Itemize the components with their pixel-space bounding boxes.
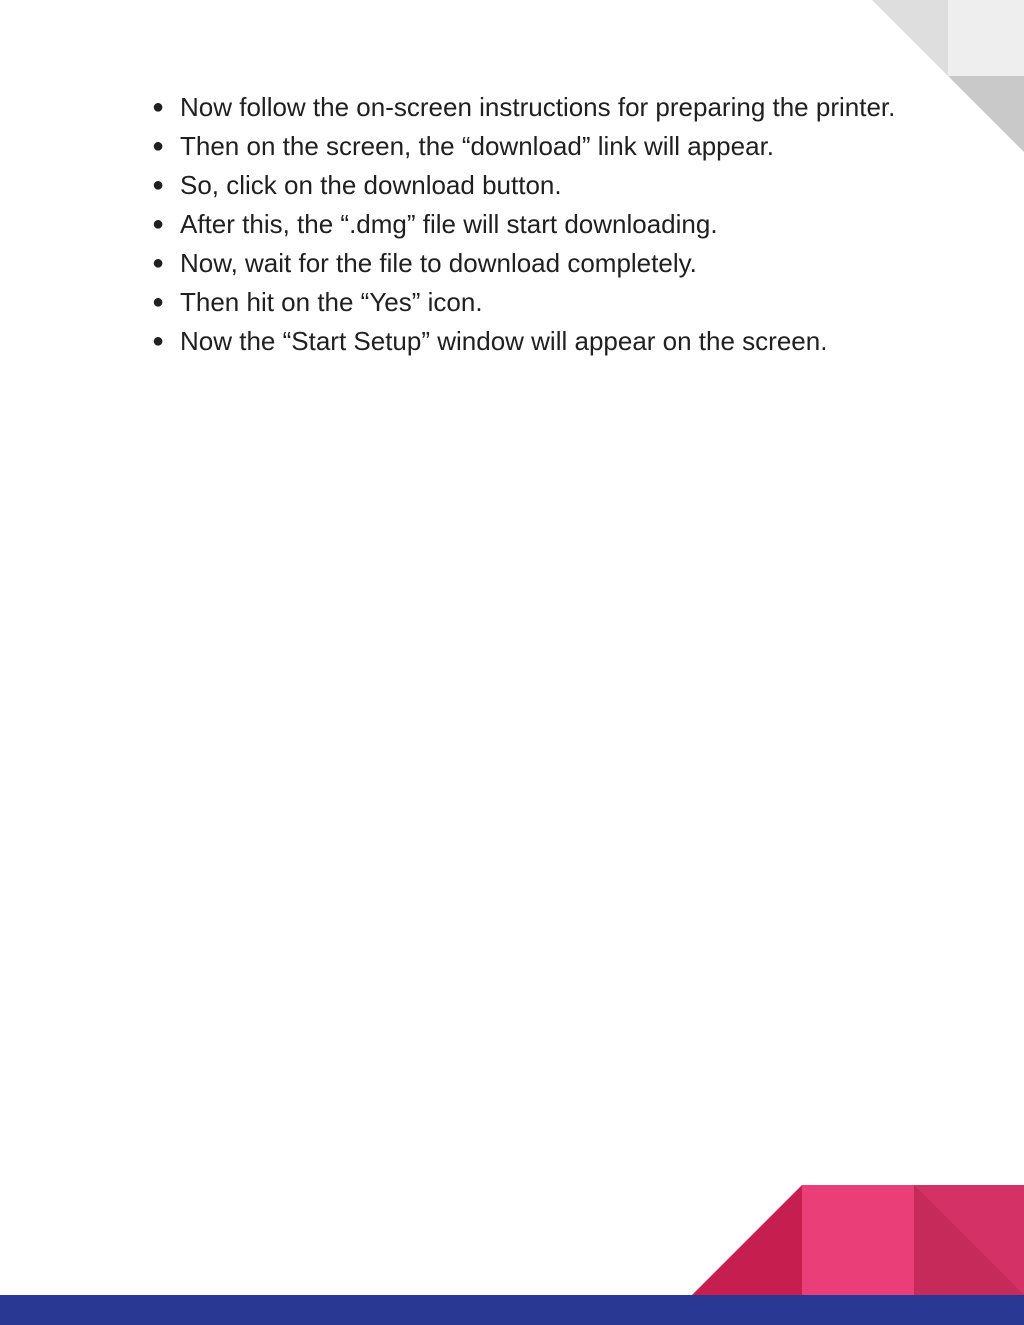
bullet-icon: ● (152, 252, 165, 274)
corner-fold-light (948, 0, 1024, 76)
bullet-icon: ● (152, 135, 165, 157)
bottom-crimson-triangle (692, 1185, 802, 1295)
bullet-icon: ● (152, 174, 165, 196)
bottom-pink-block (802, 1185, 914, 1295)
bullet-icon: ● (152, 291, 165, 313)
list-item (152, 127, 912, 166)
list-item-text: Now, wait for the file to download completely. (180, 248, 697, 278)
list-item-text: Then hit on the “Yes” icon. (180, 287, 483, 317)
corner-fold-dark (948, 76, 1024, 152)
list-item-text: After this, the “.dmg” file will start downloading. (180, 209, 718, 239)
list-item-text: Now follow the on-screen instructions for preparing the printer. (180, 92, 896, 122)
bullet-icon: ● (152, 330, 165, 352)
list-item (152, 283, 912, 322)
instruction-list (152, 88, 912, 361)
bullet-icon: ● (152, 96, 165, 118)
list-item-text: So, click on the download button. (180, 170, 562, 200)
list-item (152, 166, 912, 205)
bullet-icon: ● (152, 213, 165, 235)
list-item-text: Now the “Start Setup” window will appear on the screen. (180, 326, 828, 356)
bottom-bar (0, 1295, 1024, 1325)
list-item (152, 205, 912, 244)
list-item (152, 322, 912, 361)
corner-fold-mid (872, 0, 948, 76)
list-item (152, 244, 912, 283)
document-body (152, 88, 912, 361)
list-item (152, 88, 912, 127)
list-item-text: Then on the screen, the “download” link will appear. (180, 131, 775, 161)
